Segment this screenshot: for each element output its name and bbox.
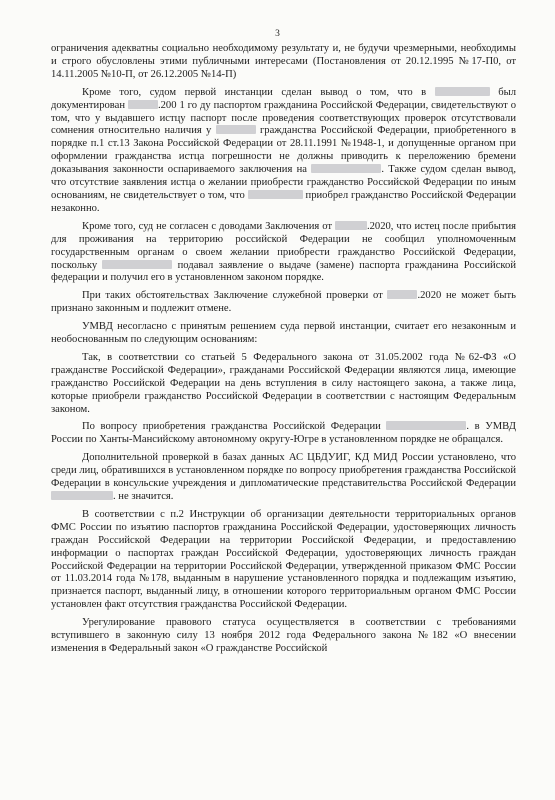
redacted-date [387,290,417,299]
paragraph-first-instance-conclusion: Кроме того, судом первой инстанции сделан вывод о том, что в был документирован .200 1 го ду паспортом гражданина Российской Федерации, свидетельствуют о том, что у выдавшего истцу паспорт после проведения соответствующих проверок отсутствовали сомнения относительно наличия у гражданства Российской Федерации, приобретенного в порядке п.1 ст.13 Закона Российской Федерации от 28.11.1991 №1948-1, и допущенные органом при оформлении гражданства истца погрешности не должны приводить к переложению бремени доказывания законности оспариваемого заключения на . Также судом сделан вывод, что отсутствие заявления истца о желании приобрести гражданство Российской Федерации по иным основаниям, не свидетельствует о том, что приобрел гражданство Российской Федерации незаконно. [51,86,516,214]
redacted-name [102,260,172,269]
paragraph-citizenship-application: По вопросу приобретения гражданства Российской Федерации . в УМВД России по Ханты-Мансийскому автономному округу-Югре в установленном порядке не обращался. [51,421,516,446]
paragraph-fms-instruction: В соответствии с п.2 Инструкции об организации деятельности территориальных органов ФМС России по изъятию паспортов гражданина Российской Федерации, удостоверяющих личность граждан Российской Федерации на территории Российской Федерации, и предоставлению информации о паспортах граждан Российской Федерации, удостоверяющих личность граждан Российской Федерации на территории Российской Федерации, утвержденной приказом ФМС России от 11.03.2014 года №178, выданным в нарушение установленного порядка и подлежащим изъятию, признается паспорт, выданный лицу, в отношении которого территориальным органом ФМС России установлен факт отсутствия гражданства Российской Федерации. [51,508,516,611]
redacted-date [128,100,158,109]
redacted-name [386,421,466,430]
paragraph-conclusion-unlawful: При таких обстоятельствах Заключение служебной проверки от .2020 не может быть признано законным и подлежит отмене. [51,290,516,315]
redacted-name [216,125,256,134]
paragraph-federal-law-article5: Так, в соответствии со статьей 5 Федерального закона от 31.05.2002 года №62-ФЗ «О гражданстве Российской Федерации», гражданами Российской Федерации являются лица, имеющие гражданство Российской Федерации на день вступления в силу настоящего закона, а также лица, которые приобрели гражданство Российской Федерации в соответствии с настоящим Федеральным законом. [51,351,516,415]
redacted-name [435,87,490,96]
redacted-name [248,190,303,199]
redacted-name [311,164,381,173]
paragraph-database-check: Дополнительной проверкой в базах данных АС ЦБДУИГ, КД МИД России установлено, что среди лиц, обратившихся в установленном порядке по вопросу приобретения гражданства Российской Федерации в консульские учреждения и дипломатические представительства Российской Федерации . не значится. [51,452,516,502]
document-body [51,43,516,661]
paragraph-disagreement: Кроме того, суд не согласен с доводами Заключения от .2020, что истец после прибытия для проживания на территорию российской Федерации не сообщил уполномоченным государственным органам о своем желании приобрести гражданство Российской Федерации, поскольку подавал заявление о выдаче (замене) паспорта гражданина Российской федерации и получил его в установленном законом порядке. [51,220,516,284]
redacted-name [51,491,113,500]
paragraph-constitutional-court: ограничения адекватны социально необходимому результату и, не будучи чрезмерными, необходимы и строго обусловлены этими публичными интересами (Постановления от 20.12.1995 №17-П0, от 14.11.2005 №10-П, от 26.12.2005 №14-П) [51,43,516,80]
page-number: 3 [275,29,280,39]
paragraph-legal-status: Урегулирование правового статуса осуществляется в соответствии с требованиями вступившего в законную силу 13 ноября 2012 года Федерального закона №182 «О внесении изменения в Федеральный закон «О гражданстве Российской [51,617,516,654]
paragraph-umvd-disagrees: УМВД несогласно с принятым решением суда первой инстанции, считает его незаконным и необоснованным по следующим основаниям: [51,321,516,346]
redacted-date [335,221,367,230]
